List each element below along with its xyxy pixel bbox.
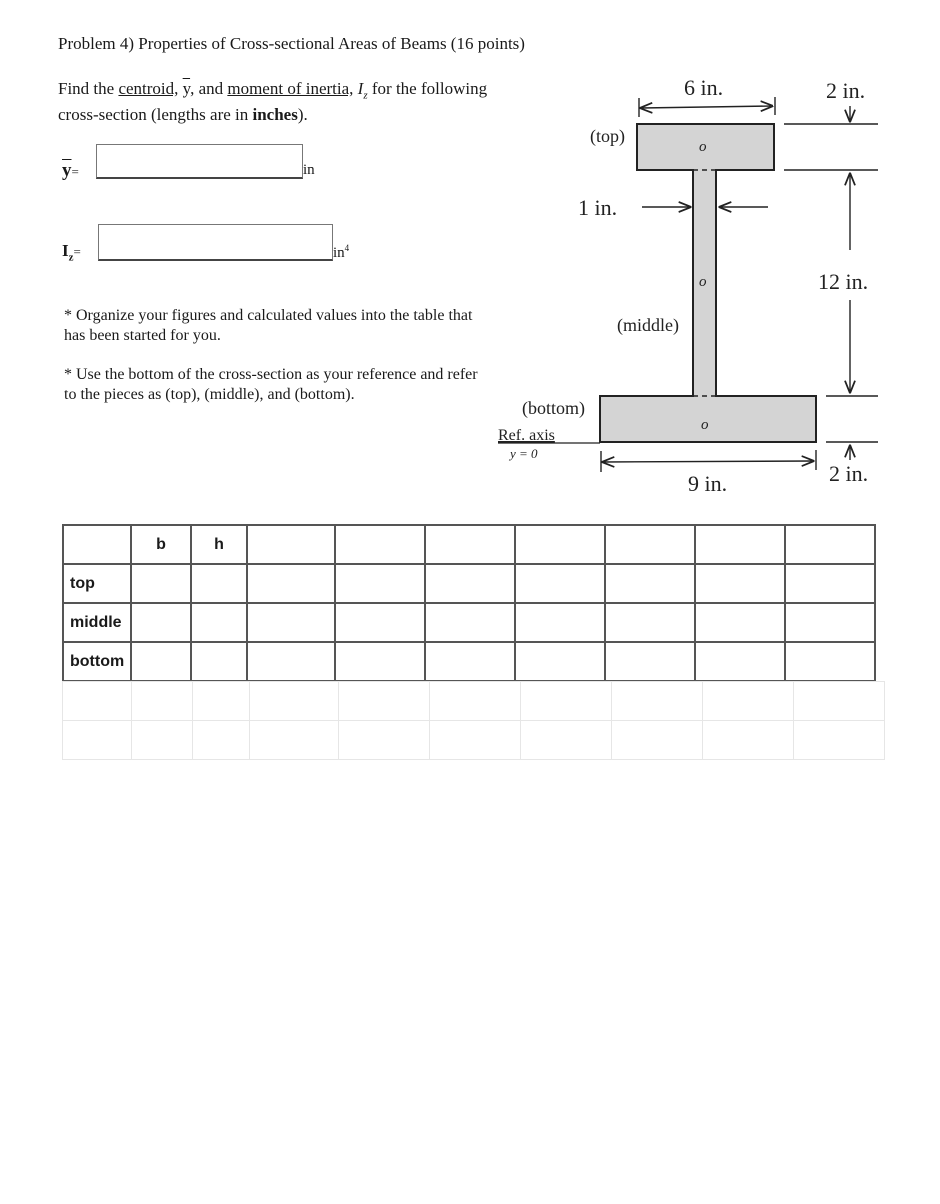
ybar-symbol: $\overline{y}$ [62,160,72,181]
cell[interactable] [131,564,191,603]
cell[interactable] [131,603,191,642]
faint-cell [132,721,193,760]
dim-web-height: 12 in. [818,269,869,294]
iz-unit-base: in [333,245,345,261]
header-cell-h: h [191,525,247,564]
cell[interactable] [425,603,515,642]
cell[interactable] [695,642,785,681]
faint-cell [339,721,430,760]
faint-cell [612,721,703,760]
label-bottom: (bottom) [522,398,585,418]
header-cell-3[interactable] [247,525,335,564]
label-top: (top) [590,126,625,146]
faint-cell [63,682,132,721]
iz-unit-exponent: 4 [344,243,350,253]
dim-top-width-arrow [641,106,772,108]
prompt-iz-sub: z [363,89,368,102]
header-cell-b: b [131,525,191,564]
table-row [63,603,875,642]
header-cell-8[interactable] [695,525,785,564]
faint-cell [794,682,885,721]
cell[interactable] [335,564,425,603]
cell[interactable] [131,642,191,681]
row-label-middle: middle [63,603,131,642]
faint-cell [430,682,521,721]
dim-bottom-height: 2 in. [829,461,869,486]
iz-subscript: z [68,251,74,264]
prompt-moi: moment of inertia, [227,79,354,98]
prompt-for: for the following cross-section (lengths are in [58,79,488,125]
cell[interactable] [247,603,335,642]
note-reference: * Use the bottom of the cross-section as your reference and refer to the pieces as (top), (middle), and (bottom). [64,366,478,403]
problem-title: Problem 4) Properties of Cross-sectional Areas of Beams (16 points) [58,34,525,53]
cell[interactable] [785,603,875,642]
faint-row [63,682,885,721]
faint-cell [703,682,794,721]
centroid-marker-middle: o [699,274,707,290]
prompt-ybar: $\overline{y}$ [182,79,191,98]
ybar-unit: in [303,162,315,178]
faint-grid [62,681,885,760]
prompt-and: , and [190,79,228,98]
ref-axis-equation: y = 0 [510,446,538,461]
faint-cell [521,682,612,721]
header-cell-9[interactable] [785,525,875,564]
cell[interactable] [191,642,247,681]
cell[interactable] [425,642,515,681]
calc-table [62,524,876,682]
dim-top-width: 6 in. [684,75,724,100]
cell[interactable] [247,642,335,681]
iz-equals: = [73,244,81,259]
faint-row [63,721,885,760]
dim-bottom-width-arrow [603,461,813,462]
faint-cell [612,682,703,721]
cross-section-diagram [0,0,940,520]
cell[interactable] [515,564,605,603]
prompt-iz: I [353,79,364,98]
label-middle: (middle) [617,315,679,335]
header-cell-4[interactable] [335,525,425,564]
ref-axis-label: Ref. axis [498,427,555,444]
prompt-inches: inches [252,105,298,125]
faint-cell [193,721,250,760]
table-row [63,642,875,681]
cell[interactable] [335,642,425,681]
prompt-find: Find the [58,79,119,98]
dim-top-height: 2 in. [826,78,866,103]
note-organize: * Organize your figures and calculated values into the table that has been started for you. [64,307,473,344]
header-cell-7[interactable] [605,525,695,564]
header-cell-5[interactable] [425,525,515,564]
cell[interactable] [335,603,425,642]
cell[interactable] [605,564,695,603]
table-header-row [63,525,875,564]
faint-cell [63,721,132,760]
row-label-bottom: bottom [63,642,131,681]
cell[interactable] [515,642,605,681]
cell[interactable] [695,603,785,642]
faint-cell [132,682,193,721]
faint-cell [193,682,250,721]
cell[interactable] [191,564,247,603]
cell[interactable] [425,564,515,603]
faint-cell [339,682,430,721]
ybar-equals: = [71,164,79,179]
cell[interactable] [605,642,695,681]
header-cell-6[interactable] [515,525,605,564]
row-label-top: top [63,564,131,603]
cell[interactable] [785,564,875,603]
calc-table-wrapper [62,524,876,682]
faint-cell [250,682,339,721]
cell[interactable] [247,564,335,603]
faint-cell [703,721,794,760]
dim-web-width: 1 in. [578,195,618,220]
cell[interactable] [605,603,695,642]
centroid-marker-top: o [699,139,707,155]
cell[interactable] [191,603,247,642]
table-row [63,564,875,603]
cell[interactable] [695,564,785,603]
header-cell-0 [63,525,131,564]
centroid-marker-bottom: o [701,417,709,433]
faint-cell [250,721,339,760]
cell[interactable] [515,603,605,642]
prompt-end: ). [297,105,308,125]
cell[interactable] [785,642,875,681]
faint-cell [521,721,612,760]
faint-cell [794,721,885,760]
prompt-centroid: centroid, [118,79,179,98]
faint-cell [430,721,521,760]
dim-bottom-width: 9 in. [688,471,728,496]
iz-symbol: I [62,241,69,260]
